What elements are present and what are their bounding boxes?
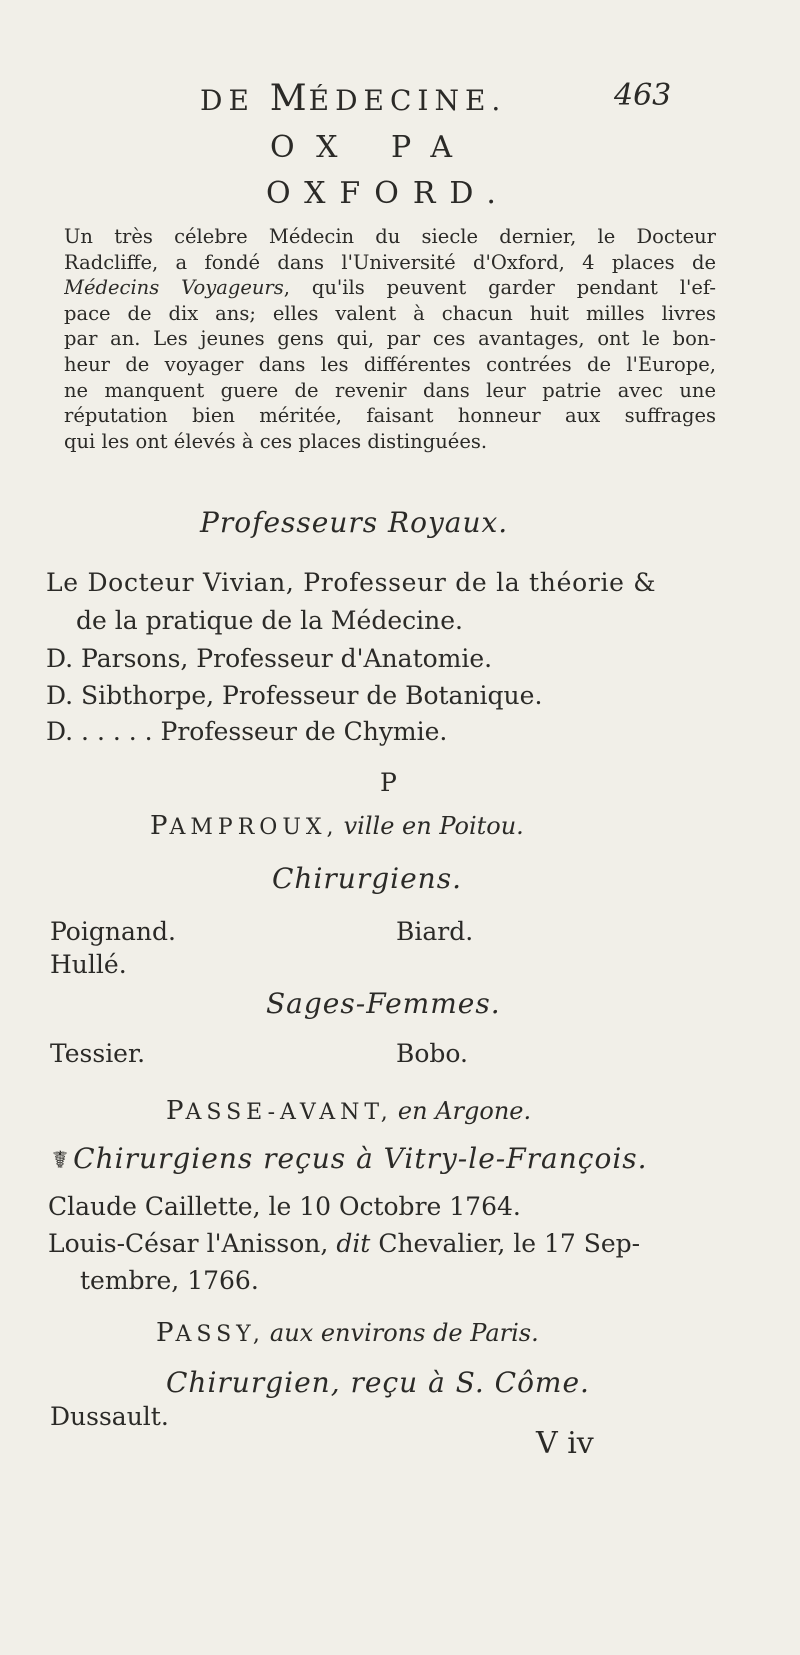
running-head-rest: ÉDECINE. [308,84,507,117]
passy-subheading: Chirurgien, reçu à S. Côme. [166,1366,590,1399]
vitry-subheading: Chirurgiens reçus à Vitry-le-François. [73,1142,648,1175]
signature-mark: V iv [536,1426,594,1461]
name-entry: Poignand. [50,917,176,946]
professeur-entry: Le Docteur Vivian, Professeur de la théorie & [46,568,657,597]
running-head [200,78,506,119]
paragraph-line [64,275,716,301]
paragraph-line: pace de dix ans; elles valent à chacun huit milles livres [64,301,716,325]
name-entry: Tessier. [50,1039,146,1068]
name-entry: Dussault. [50,1402,169,1431]
professeur-entry: D. Parsons, Professeur d'Anatomie. [46,644,493,673]
place-name [150,811,339,841]
place-location: ville en Poitou. [343,812,524,840]
place-location: en Argone. [397,1097,532,1125]
professeur-entry: D. Sibthorpe, Professeur de Botanique. [46,681,543,710]
professeurs-heading: Professeurs Royaux. [200,506,509,539]
paragraph-line: Radcliffe, a fondé dans l'Université d'Oxford, 4 places de [64,250,716,274]
surgeon-entry: tembre, 1766. [80,1266,259,1295]
paragraph-line-tail: , qu'ils peuvent garder pendant l'ef- [283,276,716,300]
place-name-rest: ASSY, [175,1322,265,1347]
professeur-entry: de la pratique de la Médecine. [76,606,463,635]
surgeon-entry [48,1229,640,1258]
section-subheading: OX PA [270,130,475,165]
oxford-paragraph [64,224,716,454]
place-name-initial: P [166,1096,186,1126]
vitry-heading [52,1142,648,1175]
paragraph-line: ne manquent guere de revenir dans leur patrie avec une [64,378,716,402]
caduceus-icon: ☤ [52,1146,69,1174]
place-name-initial: P [156,1318,176,1348]
page-number: 463 [614,78,672,113]
italic-phrase: Médecins Voyageurs [64,276,284,300]
paragraph-line: heur de voyager dans les différentes contrées de l'Europe, [64,352,716,376]
paragraph-line: Un très célebre Médecin du siecle dernier, le Docteur [64,225,716,248]
pamproux-heading [150,811,524,841]
paragraph-line: réputation bien méritée, faisant honneur aux suffrages [64,404,716,428]
name-entry: Hullé. [50,950,127,979]
surgeon-entry: Claude Caillette, le 10 Octobre 1764. [48,1192,521,1221]
running-head-prefix: DE [200,84,270,117]
name-entry: Bobo. [396,1039,468,1068]
section-title: OXFORD. [266,176,510,211]
surgeon-entry-name: Louis-César l'Anisson, [48,1229,329,1258]
name-entry: Biard. [396,917,474,946]
surgeon-entry-rest: Chevalier, le 17 Sep- [378,1229,641,1258]
surgeon-entry-dit: dit [336,1229,371,1258]
professeur-entry: D. . . . . . Professeur de Chymie. [46,717,448,746]
letter-heading: P [380,768,397,797]
place-name-rest: AMPROUX, [169,815,339,840]
place-name-rest: ASSE-AVANT, [185,1100,393,1125]
paragraph-line: par an. Les jeunes gens qui, par ces avantages, ont le bon- [64,327,716,351]
passe-avant-heading [166,1096,531,1126]
place-name [166,1096,393,1126]
running-head-initial: M [269,78,309,119]
chirurgiens-heading: Chirurgiens. [272,862,462,895]
place-name [156,1318,265,1348]
paragraph-line: qui les ont élevés à ces places distinguées. [64,429,488,453]
passy-heading [156,1318,539,1348]
place-name-initial: P [150,811,170,841]
sages-femmes-heading: Sages-Femmes. [266,987,501,1020]
place-location: aux environs de Paris. [269,1319,539,1347]
